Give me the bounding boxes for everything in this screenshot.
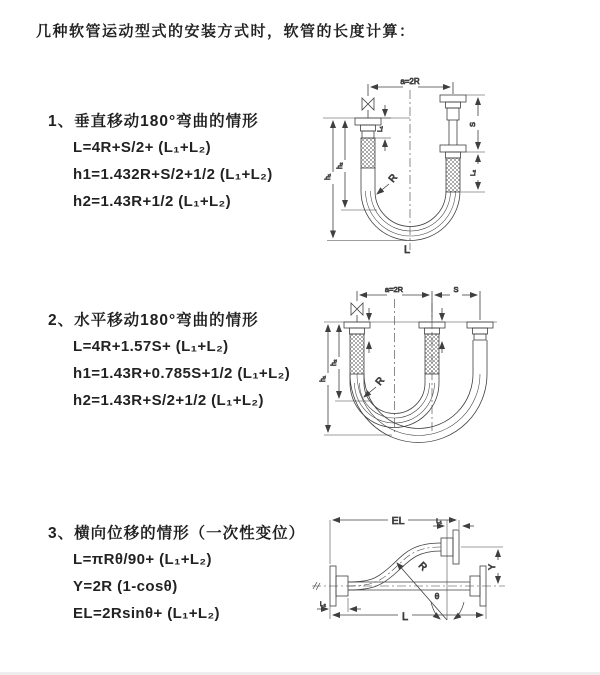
angle-theta-label: θ: [434, 591, 440, 601]
section-heading: 2、水平移动180°弯曲的情形: [48, 312, 259, 329]
dim-l-label: L: [401, 611, 409, 623]
hose-outer-wall: [361, 168, 460, 241]
flange: [467, 322, 493, 328]
section-heading: 3、横向位移的情形（一次性变位）: [48, 525, 306, 542]
dim-a2r-label: a=2R: [384, 285, 404, 294]
radius-label: R: [373, 375, 387, 388]
braided-hose-section: [446, 158, 460, 192]
formula-line: Y=2R (1-cosθ): [73, 578, 178, 595]
dim-s-label: S: [468, 121, 477, 127]
dim-a2r-label: a=2R: [400, 77, 420, 86]
diagram-lateral-displacement: [300, 502, 600, 657]
diagram-vertical-180-bend: [315, 72, 585, 257]
dim-s-label: S: [453, 285, 459, 294]
flange: [440, 145, 466, 152]
length-label: L: [404, 244, 411, 256]
diagram-horizontal-180-bend: [312, 283, 600, 453]
section-vertical-bend: [0, 112, 320, 221]
section-lateral-displacement: [0, 524, 320, 633]
dim-l2-label: L₂: [470, 169, 477, 176]
formula-line: L=πRθ/90+ (L₁+L₂): [73, 551, 212, 568]
hose-displaced-wall: [348, 551, 441, 590]
braided-hose-section: [350, 334, 364, 374]
dim-h2-label: h₂: [331, 359, 338, 366]
radius-label: R: [415, 560, 429, 574]
section-heading: 1、垂直移动180°弯曲的情形: [48, 113, 259, 130]
flange: [344, 322, 370, 328]
dim-el-label: EL: [391, 515, 405, 527]
flange: [440, 95, 466, 102]
formula-line: h2=1.43R+1/2 (L₁+L₂): [73, 193, 232, 210]
valve-icon: [362, 98, 374, 110]
formula-line: L=4R+S/2+ (L₁+L₂): [73, 139, 212, 156]
dim-h2-label: h₂: [337, 162, 344, 169]
dim-l2-label: L₂: [319, 601, 327, 608]
flange: [355, 118, 381, 125]
formula-line: EL=2Rsinθ+ (L₁+L₂): [73, 605, 220, 622]
formula-line: L=4R+1.57S+ (L₁+L₂): [73, 338, 229, 355]
dim-h1-label: h₁: [320, 375, 327, 382]
flange: [453, 530, 459, 564]
formula-line: h1=1.432R+S/2+1/2 (L₁+L₂): [73, 166, 273, 183]
radius-label: R: [386, 172, 400, 185]
braided-hose-section: [425, 334, 439, 374]
formula-line: h2=1.43R+S/2+1/2 (L₁+L₂): [73, 392, 264, 409]
formula-line: h1=1.43R+0.785S+1/2 (L₁+L₂): [73, 365, 291, 382]
dim-l1-label: L₁: [436, 518, 442, 525]
section-horizontal-bend: [0, 311, 320, 420]
braided-hose-section: [361, 138, 375, 168]
page-title: 几种软管运动型式的安装方式时，软管的长度计算：: [36, 23, 416, 40]
dim-h1-label: h₁: [325, 173, 332, 180]
valve-icon: [351, 303, 363, 315]
hose-inner-wall: [375, 168, 446, 226]
dim-l1-label: L₁: [377, 126, 384, 132]
dim-y-label: Y: [487, 563, 497, 570]
